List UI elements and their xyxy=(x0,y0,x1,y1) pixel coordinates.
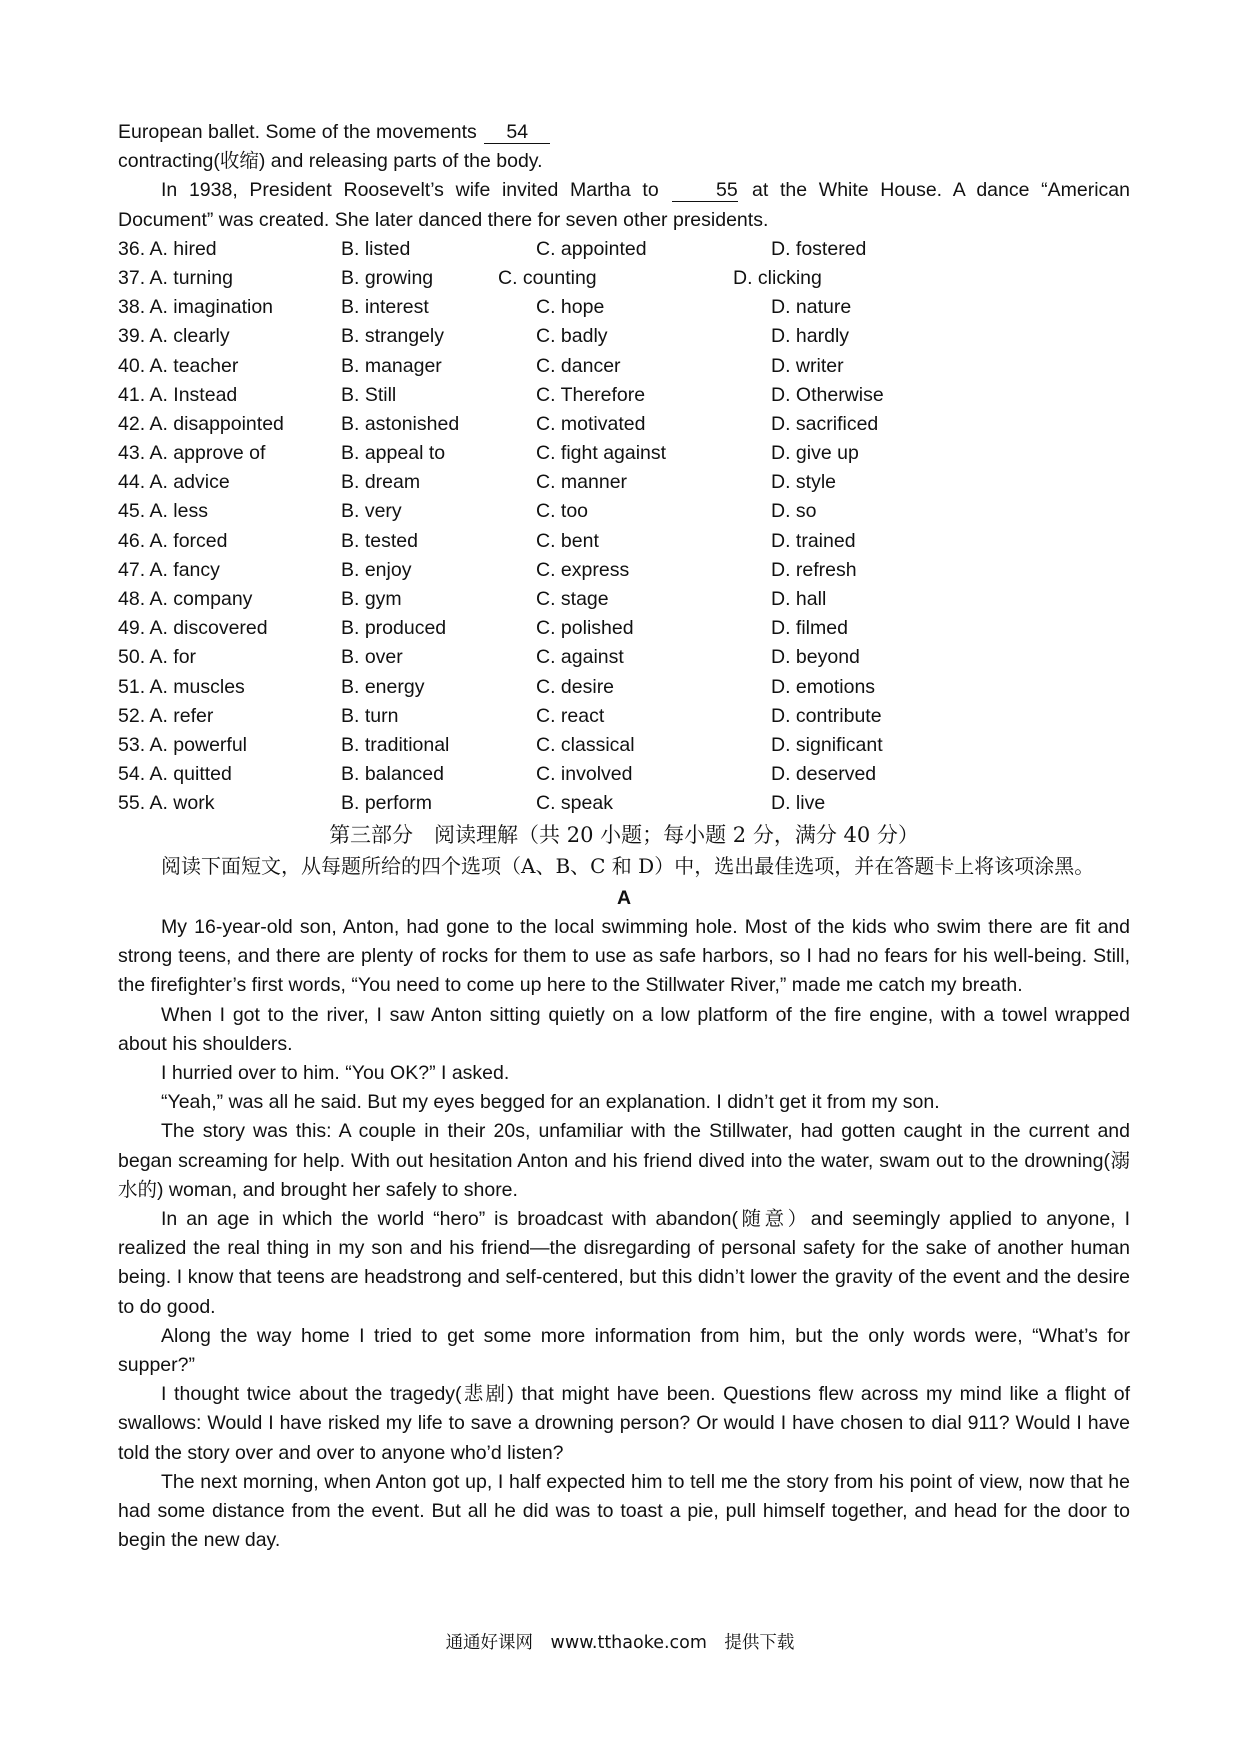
option-b: B. perform xyxy=(341,792,433,815)
option-b: B. manager xyxy=(341,354,442,377)
option-row xyxy=(118,293,1130,322)
option-a-text: A. teacher xyxy=(149,354,239,377)
section-title: 第三部分 阅读理解（共 20 小题；每小题 2 分，满分 40 分） xyxy=(329,822,919,847)
option-c: C. against xyxy=(536,646,624,669)
option-b: B. gym xyxy=(341,588,402,611)
option-a-text: A. imagination xyxy=(149,296,274,319)
option-b: B. energy xyxy=(341,675,425,698)
option-row xyxy=(118,731,1130,760)
option-a-text: A. muscles xyxy=(149,675,245,698)
passage-paragraph: The story was this: A couple in their 20s, unfamiliar with the Stillwater, had gotten caught in the current and began screaming for help. With out hesitation Anton and his friend dived into the water, swam out to the drowning(溺水的) woman, and brought her safely to shore. xyxy=(118,1120,1130,1201)
option-row xyxy=(118,527,1130,556)
option-row xyxy=(118,381,1130,410)
option-d: D. live xyxy=(771,792,826,815)
option-b: B. over xyxy=(341,646,403,669)
option-row xyxy=(118,235,1130,264)
option-c: C. hope xyxy=(536,296,605,319)
cloze-paragraph xyxy=(118,176,1130,234)
cloze-tail-line-1 xyxy=(118,118,1130,147)
question-number: 55. xyxy=(118,792,146,815)
option-d: D. hardly xyxy=(771,325,850,348)
option-row xyxy=(118,352,1130,381)
option-c: C. manner xyxy=(536,471,628,494)
option-a-text: A. Instead xyxy=(149,383,238,406)
option-b: B. very xyxy=(341,500,402,523)
option-a xyxy=(118,585,252,614)
option-a xyxy=(118,789,214,818)
question-number: 38. xyxy=(118,296,146,319)
option-row xyxy=(118,497,1130,526)
option-a-text: A. company xyxy=(149,588,253,611)
question-number: 41. xyxy=(118,383,146,406)
option-a-text: A. discovered xyxy=(149,617,268,640)
option-b: B. appeal to xyxy=(341,442,446,465)
option-b: B. dream xyxy=(341,471,421,494)
question-number: 53. xyxy=(118,733,146,756)
option-d: D. significant xyxy=(771,733,883,756)
option-a xyxy=(118,527,228,556)
option-a xyxy=(118,381,237,410)
option-d: D. filmed xyxy=(771,617,848,640)
question-number: 39. xyxy=(118,325,146,348)
option-a-text: A. work xyxy=(149,792,215,815)
options-list xyxy=(118,235,1130,819)
option-c: C. classical xyxy=(536,733,635,756)
question-number: 51. xyxy=(118,675,146,698)
option-c: C. stage xyxy=(536,588,609,611)
option-a-text: A. quitted xyxy=(149,763,232,786)
option-a-text: A. clearly xyxy=(149,325,230,348)
question-number: 54. xyxy=(118,763,146,786)
option-c: C. too xyxy=(536,500,589,523)
question-number: 50. xyxy=(118,646,146,669)
option-d: D. deserved xyxy=(771,763,877,786)
option-a xyxy=(118,410,284,439)
passage-paragraph: When I got to the river, I saw Anton sitting quietly on a low platform of the fire engine, with a towel wrapped about his shoulders. xyxy=(118,1003,1130,1055)
option-a xyxy=(118,643,196,672)
blank-54: 54 xyxy=(484,121,550,144)
option-a xyxy=(118,702,213,731)
option-b: B. astonished xyxy=(341,412,460,435)
option-a xyxy=(118,614,268,643)
option-d: D. nature xyxy=(771,296,852,319)
option-c: C. Therefore xyxy=(536,383,646,406)
option-a xyxy=(118,556,220,585)
cloze-text: at the White House. A dance “American Document” was created. She later danced there for seven other presidents. xyxy=(118,179,1130,231)
option-row xyxy=(118,614,1130,643)
option-b: B. strangely xyxy=(341,325,444,348)
option-d: D. Otherwise xyxy=(771,383,884,406)
option-c: C. desire xyxy=(536,675,615,698)
question-number: 36. xyxy=(118,237,146,260)
passage-body xyxy=(118,913,1130,1555)
option-row xyxy=(118,264,1130,293)
option-a-text: A. disappointed xyxy=(149,412,284,435)
passage-paragraph: Along the way home I tried to get some more information from him, but the only words were, “What’s for supper?” xyxy=(118,1324,1130,1376)
option-row xyxy=(118,673,1130,702)
cloze-tail-line-2: contracting(收缩) and releasing parts of the body. xyxy=(118,150,543,173)
option-b: B. traditional xyxy=(341,733,450,756)
option-row xyxy=(118,556,1130,585)
option-c: C. appointed xyxy=(536,237,647,260)
option-a xyxy=(118,352,238,381)
option-d: D. hall xyxy=(771,588,827,611)
option-a-text: A. less xyxy=(149,500,208,523)
option-d: D. contribute xyxy=(771,704,882,727)
option-c: C. react xyxy=(536,704,605,727)
option-a xyxy=(118,673,245,702)
question-number: 40. xyxy=(118,354,146,377)
passage-paragraph: In an age in which the world “hero” is broadcast with abandon(随意）and seemingly applied to anyone, I realized the real thing in my son and his friend—the disregarding of personal safety for the sake of another human being. I know that teens are headstrong and self-centered, but this didn’t lower the gravity of the event and the desire to do good. xyxy=(118,1207,1130,1318)
question-number: 42. xyxy=(118,412,146,435)
question-number: 43. xyxy=(118,442,146,465)
option-a-text: A. refer xyxy=(149,704,214,727)
option-a xyxy=(118,322,230,351)
option-b: B. interest xyxy=(341,296,429,319)
option-c: C. polished xyxy=(536,617,634,640)
question-number: 47. xyxy=(118,558,146,581)
exam-page xyxy=(118,118,1130,1555)
option-a xyxy=(118,293,273,322)
option-b: B. tested xyxy=(341,529,418,552)
option-a xyxy=(118,235,217,264)
option-d: D. style xyxy=(771,471,837,494)
option-d: D. clicking xyxy=(733,266,822,289)
question-number: 49. xyxy=(118,617,146,640)
option-row xyxy=(118,702,1130,731)
option-d: D. trained xyxy=(771,529,856,552)
section-instruction: 阅读下面短文，从每题所给的四个选项（A、B、C 和 D）中，选出最佳选项，并在答题卡上将该项涂黑。 xyxy=(161,853,1095,878)
option-d: D. writer xyxy=(771,354,844,377)
option-d: D. beyond xyxy=(771,646,860,669)
option-a xyxy=(118,760,232,789)
option-b: B. listed xyxy=(341,237,411,260)
option-c: C. counting xyxy=(498,266,597,289)
question-number: 37. xyxy=(118,266,146,289)
option-a-text: A. for xyxy=(149,646,197,669)
passage-paragraph: The next morning, when Anton got up, I half expected him to tell me the story from his point of view, now that he had some distance from the event. But all he did was to toast a pie, pull himself together, and head for the door to begin the new day. xyxy=(118,1470,1130,1552)
footer-watermark: 通通好课网 www.tthaoke.com 提供下载 xyxy=(445,1633,795,1653)
passage-paragraph: I hurried over to him. “You OK?” I asked. xyxy=(161,1061,510,1084)
option-row xyxy=(118,760,1130,789)
option-a-text: A. hired xyxy=(149,237,217,260)
cloze-text: European ballet. Some of the movements xyxy=(118,121,477,143)
option-row xyxy=(118,789,1130,818)
option-row xyxy=(118,643,1130,672)
option-row xyxy=(118,410,1130,439)
option-a-text: A. approve of xyxy=(149,442,266,465)
option-b: B. balanced xyxy=(341,763,444,786)
question-number: 48. xyxy=(118,588,146,611)
option-c: C. bent xyxy=(536,529,599,552)
option-b: B. Still xyxy=(341,383,397,406)
option-d: D. emotions xyxy=(771,675,876,698)
option-c: C. dancer xyxy=(536,354,621,377)
option-b: B. turn xyxy=(341,704,399,727)
option-d: D. so xyxy=(771,500,817,523)
option-c: C. express xyxy=(536,558,630,581)
option-a-text: A. powerful xyxy=(149,733,248,756)
question-number: 46. xyxy=(118,529,146,552)
blank-55: 55 xyxy=(672,179,738,202)
option-c: C. involved xyxy=(536,763,633,786)
option-c: C. speak xyxy=(536,792,613,815)
question-number: 45. xyxy=(118,500,146,523)
passage-paragraph: “Yeah,” was all he said. But my eyes begged for an explanation. I didn’t get it from my son. xyxy=(161,1091,940,1114)
option-a-text: A. advice xyxy=(149,471,230,494)
question-number: 44. xyxy=(118,471,146,494)
option-row xyxy=(118,468,1130,497)
option-a xyxy=(118,731,247,760)
question-number: 52. xyxy=(118,704,146,727)
option-a-text: A. fancy xyxy=(149,558,220,581)
option-a xyxy=(118,497,208,526)
option-a xyxy=(118,439,265,468)
option-row xyxy=(118,585,1130,614)
option-row xyxy=(118,322,1130,351)
cloze-text: In 1938, President Roosevelt’s wife invited Martha to xyxy=(161,179,659,202)
option-d: D. refresh xyxy=(771,558,857,581)
option-a-text: A. forced xyxy=(149,529,228,552)
option-a-text: A. turning xyxy=(149,266,233,289)
option-b: B. growing xyxy=(341,266,434,289)
cloze-paragraph-text xyxy=(118,176,1130,234)
option-b: B. produced xyxy=(341,617,447,640)
passage-paragraph: I thought twice about the tragedy(悲剧) that might have been. Questions flew across my mind like a flight of swallows: Would I have risked my life to save a drowning person? Or would I have chosen to dial 911? Would I have told the story over and over to anyone who’d listen? xyxy=(118,1383,1130,1464)
passage-paragraph: My 16-year-old son, Anton, had gone to the local swimming hole. Most of the kids who swim there are fit and strong teens, and there are plenty of rocks for them to use as safe harbors, so I had no fears for his well-being. Still, the firefighter’s first words, “You need to come up here to the Stillwater River,” made me catch my breath. xyxy=(118,915,1130,997)
option-c: C. motivated xyxy=(536,412,646,435)
option-b: B. enjoy xyxy=(341,558,412,581)
option-d: D. fostered xyxy=(771,237,867,260)
option-c: C. badly xyxy=(536,325,608,348)
option-c: C. fight against xyxy=(536,442,667,465)
option-a xyxy=(118,468,230,497)
option-d: D. sacrificed xyxy=(771,412,879,435)
passage-title: A xyxy=(616,886,632,909)
option-d: D. give up xyxy=(771,442,859,465)
option-row xyxy=(118,439,1130,468)
option-a xyxy=(118,264,233,293)
